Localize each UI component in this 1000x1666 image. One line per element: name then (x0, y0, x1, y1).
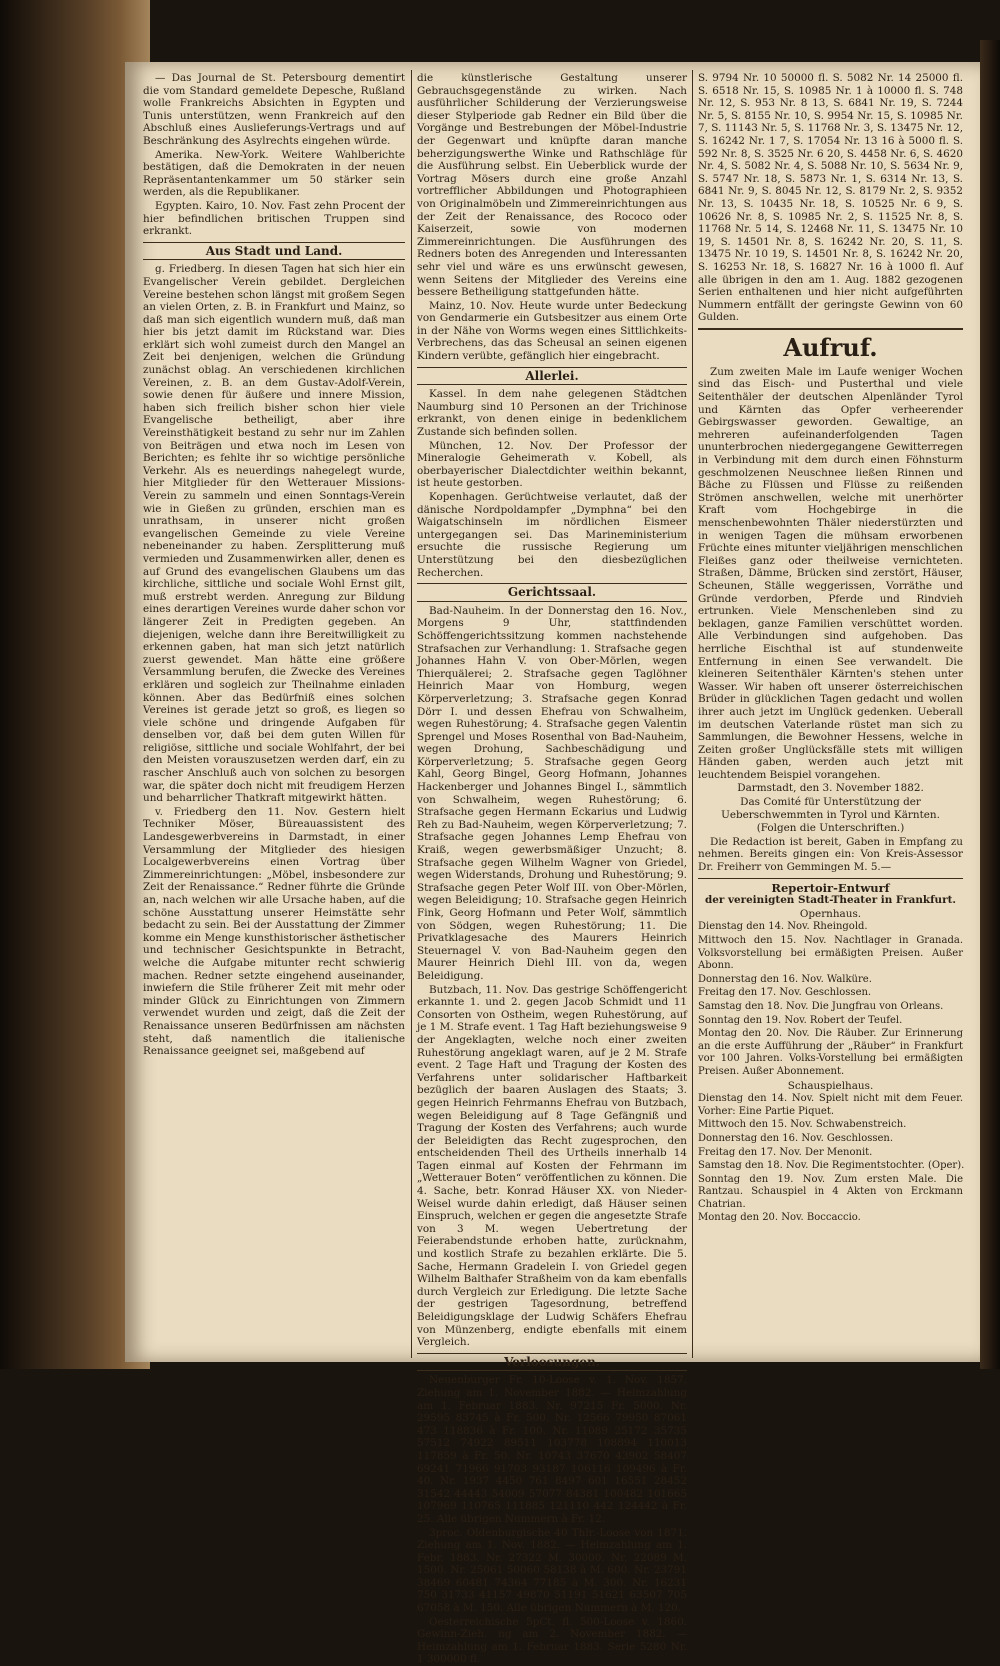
opera-house-heading: Opernhaus. (799, 907, 862, 920)
schedule-line: Freitag den 17. Nov. Geschlossen. (698, 987, 872, 999)
news-paragraph: die künstlerische Gestaltung unserer Gebrauchsgegenstände zu wirken. Nach ausführlicher Schilderung der Verzierungsweise dieser Stylperiode gab Redner ein Bild über die Vorgänge und Bestrebungen der Möbel-Industrie der Gegenwart und knüpfte daran manche beherzigungswerthe Winke und Rathschläge für die Ausführung selbst. Ein Ueberblick wurde der Vortrag Mösers durch eine große Anzahl vortrefflicher Abbildungen und Photographieen von Originalmöbeln und Zimmereinrichtungen aus der Zeit der Renaissance, des Rococo oder Kaiserzeit, sowie von modernen Zimmereinrichtungen. Die Ausführungen des Redners boten des Anregenden und Interessanten sehr viel und wäre es uns erwünscht gewesen, wenn Seitens der Mitglieder des Vereins eine bessere Betheiligung stattgefunden hätte. (417, 72, 687, 299)
section-heading: Aus Stadt und Land. (143, 242, 405, 261)
lottery-list: S. 9794 Nr. 10 50000 fl. S. 5082 Nr. 14 25000 fl. S. 6518 Nr. 15, S. 10985 Nr. 1 à 10000 fl. S. 748 Nr. 12, S. 953 Nr. 8 13, S. 6841 Nr. 19, S. 7244 Nr. 5, S. 8155 Nr. 10, S. 9954 Nr. 15, S. 10985 Nr. 7, S. 11143 Nr. 5, S. 11768 Nr. 3, S. 13475 Nr. 12, S. 16242 Nr. 1 7, S. 17054 Nr. 13 16 à 5000 fl. S. 592 Nr. 8, S. 3525 Nr. 6 20, S. 4458 Nr. 6, S. 4620 Nr. 4, S. 5082 Nr. 4, S. 5088 Nr. 10, S. 5634 Nr. 9, S. 5747 Nr. 18, S. 5873 Nr. 1, S. 6314 Nr. 13, S. 6841 Nr. 9, S. 8045 Nr. 12, S. 8179 Nr. 2, S. 9352 Nr. 13, S. 10435 Nr. 18, S. 10525 Nr. 6 9, S. 10626 Nr. 8, S. 10985 Nr. 2, S. 11525 Nr. 8, S. 11768 Nr. 5 14, S. 12468 Nr. 11, S. 13475 Nr. 10 19, S. 14501 Nr. 8, S. 16242 Nr. 20, S. 11, S. 13475 Nr. 10 19, S. 14501 Nr. 8, S. 16242 Nr. 20, S. 16253 Nr. 18, S. 16827 Nr. 16 à 1000 fl. Auf alle übrigen in den am 1. Aug. 1882 gezogenen Serien enthaltenen und hier nicht aufgeführten Nummern entfällt der geringste Gewinn von 60 Gulden. (698, 72, 963, 324)
theatre-heading: Schauspielhaus. (787, 1079, 874, 1092)
column-2 (417, 72, 687, 1666)
schedule-line: Samstag den 18. Nov. Die Jungfrau von Orleans. (698, 1000, 944, 1012)
news-paragraph: Oesterreichische 5pCt. fl. 500-Loose v. 1860. Gewinn-Zieh. ng am 2. November 1882. — Heimzahlung am 1. Februar 1883. Serie 5280 Nr. 1 300000 fl. (417, 1615, 687, 1666)
schedule-line: Donnerstag den 16. Nov. Walküre. (698, 973, 872, 985)
page-edge (980, 40, 1000, 1369)
schedule-line: Sonntag den 19. Nov. Robert der Teufel. (698, 1014, 903, 1026)
column-rule (692, 70, 693, 1358)
news-paragraph: Amerika. New-York. Weitere Wahlberichte bestätigen, daß die Demokraten in der neuen Repräsentantenkammer um 50 stärker sein werden, als die Republikaner. (143, 148, 405, 199)
schedule-line: Dienstag den 14. Nov. Spielt nicht mit dem Feuer. Vorher: Eine Partie Piquet. (698, 1093, 963, 1117)
column-rule (411, 70, 412, 1358)
news-paragraph: Butzbach, 11. Nov. Das gestrige Schöffengericht erkannte 1. und 2. gegen Jacob Schmidt und 11 Consorten von Ostheim, wegen Ruhestörung, auf je 1 M. Strafe event. 1 Tag Haft beziehungsweise 9 der Angeklagten, welche noch einer zweiten Ruhestörung angeklagt waren, auf je 2 M. Strafe event. 2 Tage Haft und Tragung der Kosten des Verfahrens unter solidarischer Haftbarkeit bezüglich der baaren Auslagen des Staats; 3. gegen Heinrich Fehrmanns Ehefrau von Butzbach, wegen Beleidigung auf 8 Tage Gefängniß und Tragung der Kosten des Verfahrens; auch wurde der Beleidigten das Recht zugesprochen, den entscheidenden Theil des Urtheils innerhalb 14 Tagen einmal auf Kosten der Fehrmann im „Wetterauer Boten“ veröffentlichen zu können. Die 4. Sache, betr. Konrad Häuser XX. von Nieder-Weisel wurde dahin erledigt, daß Häuser seinen Einspruch, welchen er gegen die angesetzte Strafe von 3 M. wegen Uebertretung der Feierabendstunde erhoben hatte, zurücknahm, und kostlich Strafe zu bezahlen erklärte. Die 5. Sache, Hermann Gradelein I. von Griedel gegen Wilhelm Balthafer Straßheim von da kam ebenfalls durch Vergleich zur Erledigung. Die letzte Sache der gestrigen Tagesordnung, betreffend Beleidigungsklage der Ludwig Schäfers Ehefrau von Münzenberg, endigte ebenfalls mit einem Vergleich. (417, 983, 687, 1349)
column-3 (698, 72, 963, 1360)
schedule-line: Sonntag den 19. Nov. Zum ersten Male. Die Rantzau. Schauspiel in 4 Akten von Erckmann Chatrian. (698, 1173, 963, 1210)
news-paragraph: Mainz, 10. Nov. Heute wurde unter Bedeckung von Gendarmerie ein Gutsbesitzer aus einem Orte in der Nähe von Worms wegen eines Sittlichkeits-Verbrechens, das das Scheusal an seinen eigenen Kindern verübte, gefänglich hier eingebracht. (417, 299, 687, 363)
news-paragraph: München, 12. Nov. Der Professor der Mineralogie Geheimerath v. Kobell, als oberbayerischer Dialectdichter weithin bekannt, ist heute gestorben. (417, 439, 687, 490)
appeal-committee: Das Comité für Unterstützung der Ueberschwemmten in Tyrol und Kärnten. (721, 796, 940, 821)
repertoire-title: Repertoir-Entwurf (698, 878, 963, 895)
news-paragraph: g. Friedberg. In diesen Tagen hat sich hier ein Evangelischer Verein gebildet. Dergleichen Vereine bestehen schon längst mit großem Segen an vielen Orten, z. B. in Frankfurt und Mainz, so daß man sich eigentlich wundern muß, daß man hier bis jetzt damit im Rückstand war. Dies erklärt sich wohl zumeist durch den Mangel an Zeit bei denjenigen, welchen die Gründung zunächst oblag. An verschiedenen kirchlichen Vereinen, z. B. an dem Gustav-Adolf-Verein, sowie denen für äußere und innere Mission, haben sich freilich bisher schon hier viele Evangelische betheiligt, aber ihre Vereinsthätigkeit bestand zu sehr nur im Zahlen von Beiträgen und etwa noch im Lesen von Berichten; es fehlte ihr so wichtige persönliche Verkehr. Als es neuerdings nahegelegt wurde, hier Mitglieder für den Wetterauer Missions-Verein zu sammeln und einen Sonntags-Verein wie in Gießen zu gründen, erschien man es unrathsam, in unserer nicht großen evangelischen Gemeinde zu viele Vereine nebeneinander zu haben. Zersplitterung muß vermieden und Zusammenwirken aller, denen es auf Grund des evangelischen Glaubens um das kirchliche, sittliche und sociale Wohl Ernst gilt, muß erstrebt werden. Anregung zur Bildung eines derartigen Vereines wurde daher schon vor längerer Zeit in Predigten gegeben. An diejenigen, welche dann ihre Bereitwilligkeit zu erkennen gaben, hat man sich jetzt natürlich zuerst gewendet. Man hätte eine größere Versammlung berufen, die Zwecke des Vereines erklären und sogleich zur Theilnahme einladen können. Aber das Bedürfniß eines solchen Vereines ist gerade jetzt so groß, es liegen so viele schöne und dringende Aufgaben für denselben vor, daß bei dem guten Willen für religiöse, sittliche und sociale Wohlfahrt, der bei den Meisten vorauszusetzen werden darf, ein zu rascher Anschluß auch von solchen zu besorgen war, die später doch nicht mit freudigem Herzen und beharrlicher Thatkraft mitgewirkt hätten. (143, 263, 405, 805)
news-paragraph: Bad-Nauheim. In der Donnerstag den 16. Nov., Morgens 9 Uhr, stattfindenden Schöffengerichtssitzung kommen nachstehende Strafsachen zur Verhandlung: 1. Strafsache gegen Johannes Hahn V. von Ober-Mörlen, wegen Thierquälerei; 2. Strafsache gegen Taglöhner Heinrich Maar von Homburg, wegen Körperverletzung; 3. Strafsache gegen Konrad Dörr I. und dessen Ehefrau von Schwalheim, wegen Ruhestörung; 4. Strafsache gegen Valentin Sprengel und Moses Rosenthal von Bad-Nauheim, wegen Drohung, Sachbeschädigung und Körperverletzung; 5. Strafsache gegen Georg Kahl, Georg Bingel, Georg Hofmann, Johannes Hackenberger und Johannes Bingel I., sämmtlich von Schwalheim, wegen Ruhestörung; 6. Strafsache gegen Hermann Eckarius und Ludwig Reh zu Bad-Nauheim, wegen Körperverletzung; 7. Strafsache gegen Johannes Lemp Ehefrau von Kraiß, wegen gewerbsmäßiger Unzucht; 8. Strafsache gegen Wilhelm Wagner von Griedel, wegen Widerstands, Drohung und Ruhestörung; 9. Strafsache gegen Peter Wolf III. von Ober-Mörlen, wegen Beleidigung; 10. Strafsache gegen Heinrich Fink, Georg Hofmann und Peter Wolf, sämmtlich von Södgen, wegen Ruhestörung; 11. Die Privatklagesache des Maurers Heinrich Steuernagel V. von Bad-Nauheim gegen den Maurer Heinrich Diehl III. von da, wegen Beleidigung. (417, 604, 687, 982)
newspaper-page (125, 62, 980, 1666)
schedule-line: Montag den 20. Nov. Boccaccio. (698, 1212, 861, 1224)
schedule-line: Samstag den 18. Nov. Die Regimentstochter. (Oper). (698, 1160, 965, 1172)
appeal-text: Zum zweiten Male im Laufe weniger Wochen sind das Eisch- und Pusterthal und viele Seitenthäler der deutschen Alpenländer Tyrol und Kärnten das Opfer verheerender Gebirgswasser geworden. Gewaltige, an mehreren aufeinanderfolgenden Tagen ununterbrochen niedergegangene Gewitterregen in Verbindung mit dem durch einen Föhnsturm geschmolzenen Neuschnee ließen Rinnen und Bäche zu Flüssen und Flüsse zu reißenden Strömen anschwellen, welche mit unerhörter Kraft vom Hochgebirge in die menschenbewohnten Thäler niederstürzten und in wenigen Tagen die mühsam erworbenen Früchte eines mitunter vieljährigen menschlichen Fleißes ganz oder theilweise vernichteten. Straßen, Dämme, Brücken sind zerstört, Häuser, Scheunen, Ställe weggerissen, Vorräthe und Gründe verdorben, Pferde und Rindvieh ertrunken. Viele Menschenleben sind zu beklagen, ganze Familien verschüttet worden. Alle Verbindungen sind aufgehoben. Das herrliche Eischthal ist auf stundenweite Entfernung in einen See verwandelt. Die kleineren Seitenthäler Kärnten's stehen unter Wasser. Wir haben oft unserer österreichischen Brüder in glücklichen Tagen gedacht und wollen ihrer auch jetzt im Unglück gedenken. Ueberall im deutschen Vaterlande rüstet man sich zu Sammlungen, die Bewohner Hessens, welche in Zeiten großer Unglücksfälle stets mit willigen Händen gaben, werden auch jetzt mit leuchtendem Beispiel vorangehen. (698, 365, 963, 781)
appeal-signatures: (Folgen die Unterschriften.) (756, 822, 905, 835)
schedule-line: Mittwoch den 15. Nov. Schwabenstreich. (698, 1119, 907, 1131)
news-paragraph: Neuenburger Fr. 10-Loose v. 1. Nov. 1857. Ziehung am 1. November 1882. — Heimzahlung am 1. Februar 1883. Nr. 97215 Fr. 5000. Nr. 29595 83745 à Fr. 500. Nr. 12566 79950 87061 473 118836 à Fr. 100. Nr. 11089 25172 35735 57512 74922 89511 103778 108894 110013 117859 à Fr. 50. Nr. 10743 37670 43902 58407 69241 71966 91703 93187 106116 109496 à Fr. 40. Nr. 1937 4450 761 8497 601 16551 28452 31542 44443 54009 57077 84381 100482 101665 107969 110765 111885 121110 442 124442 à Fr. 25. Alle übrigen Nummern à Fr. 12. (417, 1374, 687, 1525)
section-heading: Gerichtssaal. (417, 583, 687, 602)
schedule-line: Dienstag den 14. Nov. Rheingold. (698, 921, 868, 933)
news-paragraph: Egypten. Kairo, 10. Nov. Fast zehn Procent der hier befindlichen britischen Truppen sind erkrankt. (143, 199, 405, 238)
schedule-line: Mittwoch den 15. Nov. Nachtlager in Granada. Volksvorstellung bei ermäßigten Preisen. Außer Abonn. (698, 935, 963, 972)
repertoire-subtitle: der vereinigten Stadt-Theater in Frankfurt. (704, 894, 956, 907)
news-paragraph: Kopenhagen. Gerüchtweise verlautet, daß der dänische Nordpoldampfer „Dymphna“ bei den Waigatschinseln im nördlichen Eismeer untergegangen sei. Das Marineministerium ersuchte die russische Regierung um Unterstützung bei den diesbezüglichen Recherchen. (417, 491, 687, 579)
appeal-title: Aufruf. (698, 328, 963, 362)
schedule-line: Freitag den 17. Nov. Der Menonit. (698, 1146, 873, 1158)
schedule-line: Montag den 20. Nov. Die Räuber. Zur Erinnerung an die erste Aufführung der „Räuber“ in Frankfurt vor 100 Jahren. Volks-Vorstellung bei ermäßigten Preisen. Außer Abonnement. (698, 1028, 963, 1077)
redaction-note: Die Redaction ist bereit, Gaben in Empfang zu nehmen. Bereits gingen ein: Von Kreis-Assessor Dr. Freiherr von Gemmingen M. 5.— (698, 835, 963, 874)
news-paragraph: 3proc. Oldenburgische 40 Thlr.-Loose von 1871. Ziehung am 1. Nov. 1882. — Heimzahlung am 1. Febr. 1883. Nr. 27322 M. 30000. Nr. 22089 M. 1500. Nr. 25061 50060 58138 à M. 600. Nr. 23791 38469 60481 74364 77185 à M. 300. Nr. 16231 750 31733 41157 49870 51191 51621 63507 705 67058 à M. 150. Alle übrigen Nummern à M. 120. (417, 1526, 687, 1615)
news-paragraph: — Das Journal de St. Petersbourg dementirt die vom Standard gemeldete Depesche, Rußland wolle Frankreichs Absichten in Egypten und Tunis unterstützen, wenn Frankreich auf den Abschluß eines Auslieferungs-Vertrags und auf Beschränkung des Asylrechts eingehen würde. (143, 72, 405, 147)
schedule-line: Donnerstag den 16. Nov. Geschlossen. (698, 1132, 894, 1144)
news-paragraph: v. Friedberg den 11. Nov. Gestern hielt Techniker Möser, Büreauassistent des Landesgewerbvereins in Darmstadt, in einer Versammlung der Mitglieder des hiesigen Localgewerbvereins einen Vortrag über Zimmereinrichtungen: „Möbel, insbesondere zur Zeit der Renaissance.“ Redner führte die Gründe an, nach welchen wir alle Ursache haben, auf die schöne Ausstattung unserer Heimstätte sehr bedacht zu sein. Bei der Ausstattung der Zimmer komme ein Menge kunsthistorischer ästhetischer und technischer Gesichtspunkte in Betracht, welche die Aufgabe mitunter recht schwierig machen. Redner setzte eingehend auseinander, inwiefern die Stile früherer Zeit mit mehr oder minder Glück zu Einrichtungen von Zimmern verwendet wurden und zeigt, daß die Zeit der Renaissance unseren Bedürfnissen am nächsten steht, daß namentlich die italienische Renaissance geeignet sei, maßgebend auf (143, 805, 405, 1058)
section-heading: Verloosungen. (417, 1353, 687, 1372)
news-paragraph: Kassel. In dem nahe gelegenen Städtchen Naumburg sind 10 Personen an der Trichinose erkrankt, von denen einige in bedenklichem Zustande sich befinden sollen. (417, 388, 687, 439)
section-heading: Allerlei. (417, 367, 687, 386)
column-1 (143, 72, 405, 1360)
appeal-date: Darmstadt, den 3. November 1882. (737, 782, 924, 795)
